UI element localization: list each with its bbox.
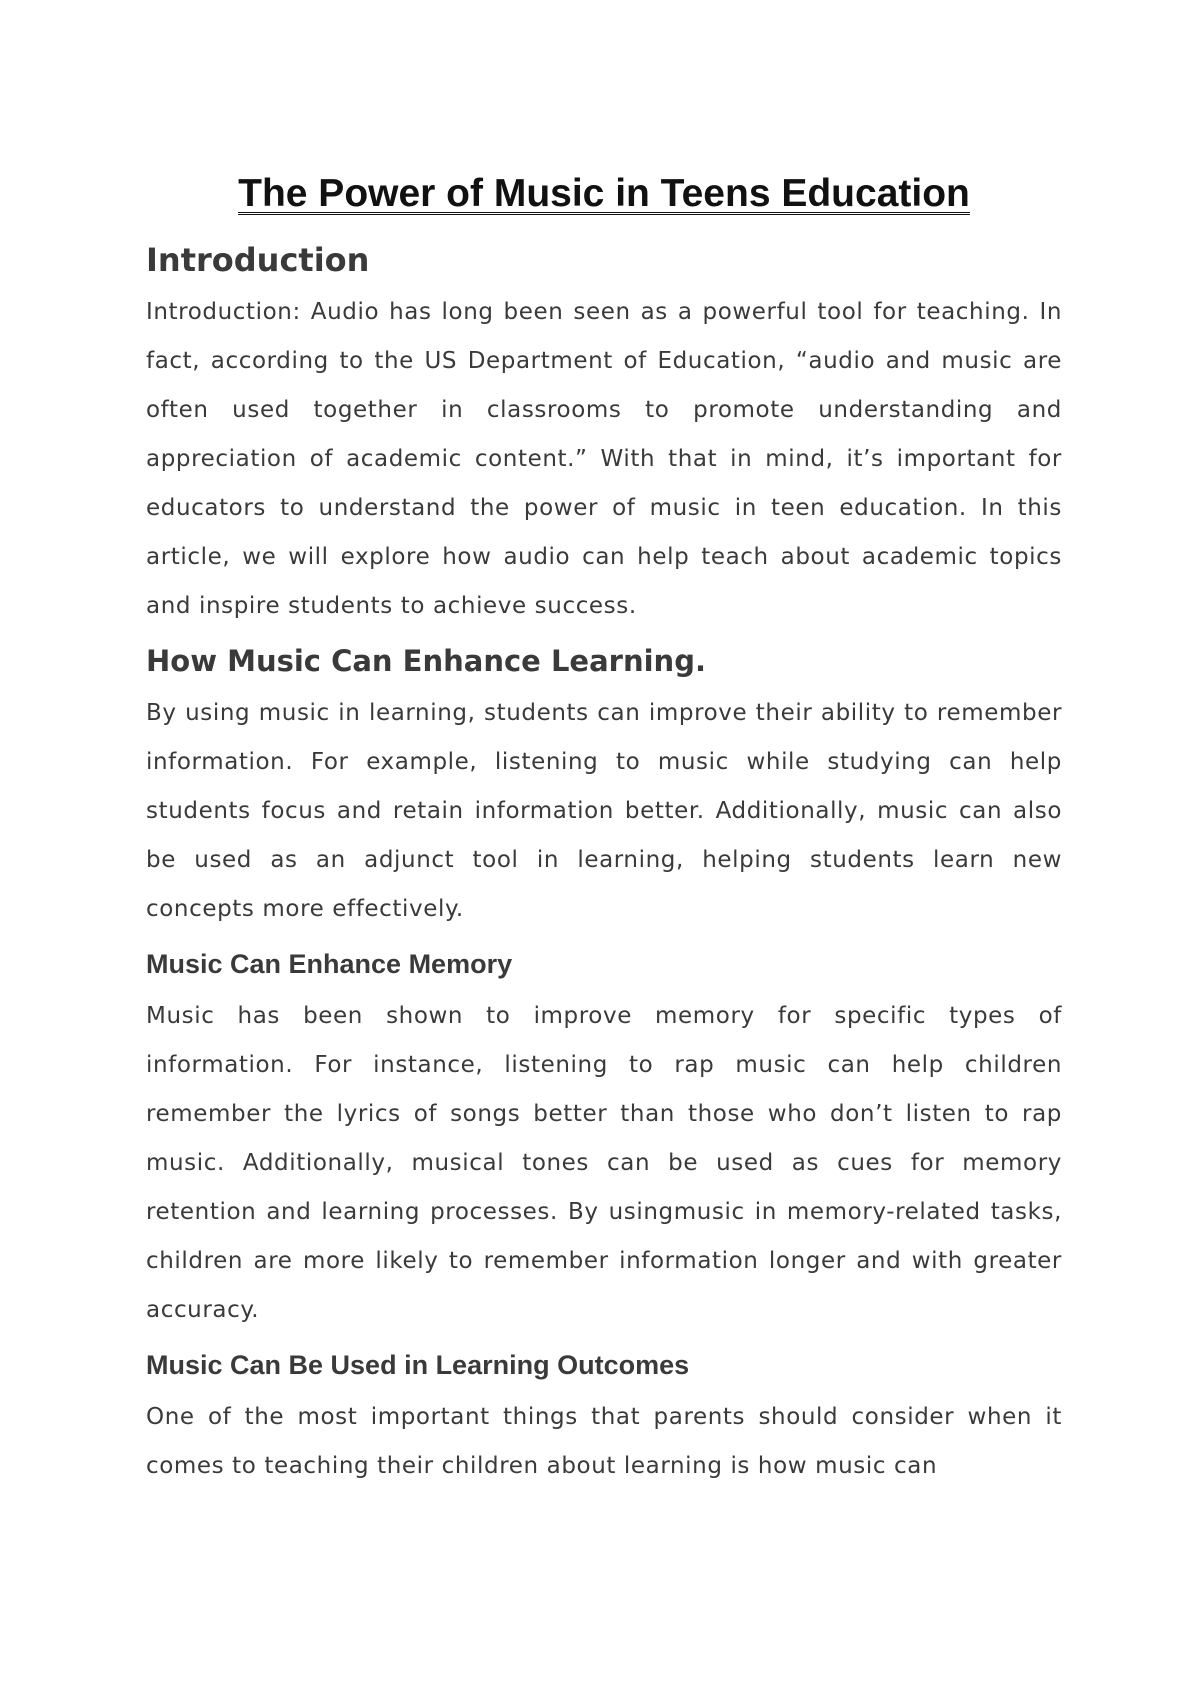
document-body (146, 166, 1062, 1497)
paragraph-music-learning-outcomes: One of the most important things that parents should consider when it comes to teaching their children about learning is how music can (146, 1404, 1062, 1479)
paragraph-how-music-can-enhance-learning: By using music in learning, students can improve their ability to remember information. For example, listening to music while studying can help students focus and retain information better. Additionally, music can also be used as an adjunct tool in learning, helping students learn new concepts more effectively. (146, 700, 1062, 922)
heading-introduction: Introduction (146, 241, 370, 279)
heading-music-learning-outcomes: Music Can Be Used in Learning Outcomes (146, 1350, 690, 1380)
document-title: The Power of Music in Teens Education (238, 172, 970, 215)
paragraph-music-can-enhance-memory: Music has been shown to improve memory for specific types of information. For instance, listening to rap music can help children remember the lyrics of songs better than those who don’t listen to rap music. Additionally, musical tones can be used as cues for memory retention and learning processes. By usingmusic in memory-related tasks, children are more likely to remember information longer and with greater accuracy. (146, 1003, 1062, 1323)
paragraph-introduction: Introduction: Audio has long been seen as a powerful tool for teaching. In fact, according to the US Department of Education, “audio and music are often used together in classrooms to promote understanding and appreciation of academic content.” With that in mind, it’s important for educators to understand the power of music in teen education. In this article, we will explore how audio can help teach about academic topics and inspire students to achieve success. (146, 299, 1062, 619)
heading-music-can-enhance-memory: Music Can Enhance Memory (146, 949, 513, 979)
heading-how-music-can-enhance-learning: How Music Can Enhance Learning. (146, 644, 706, 678)
